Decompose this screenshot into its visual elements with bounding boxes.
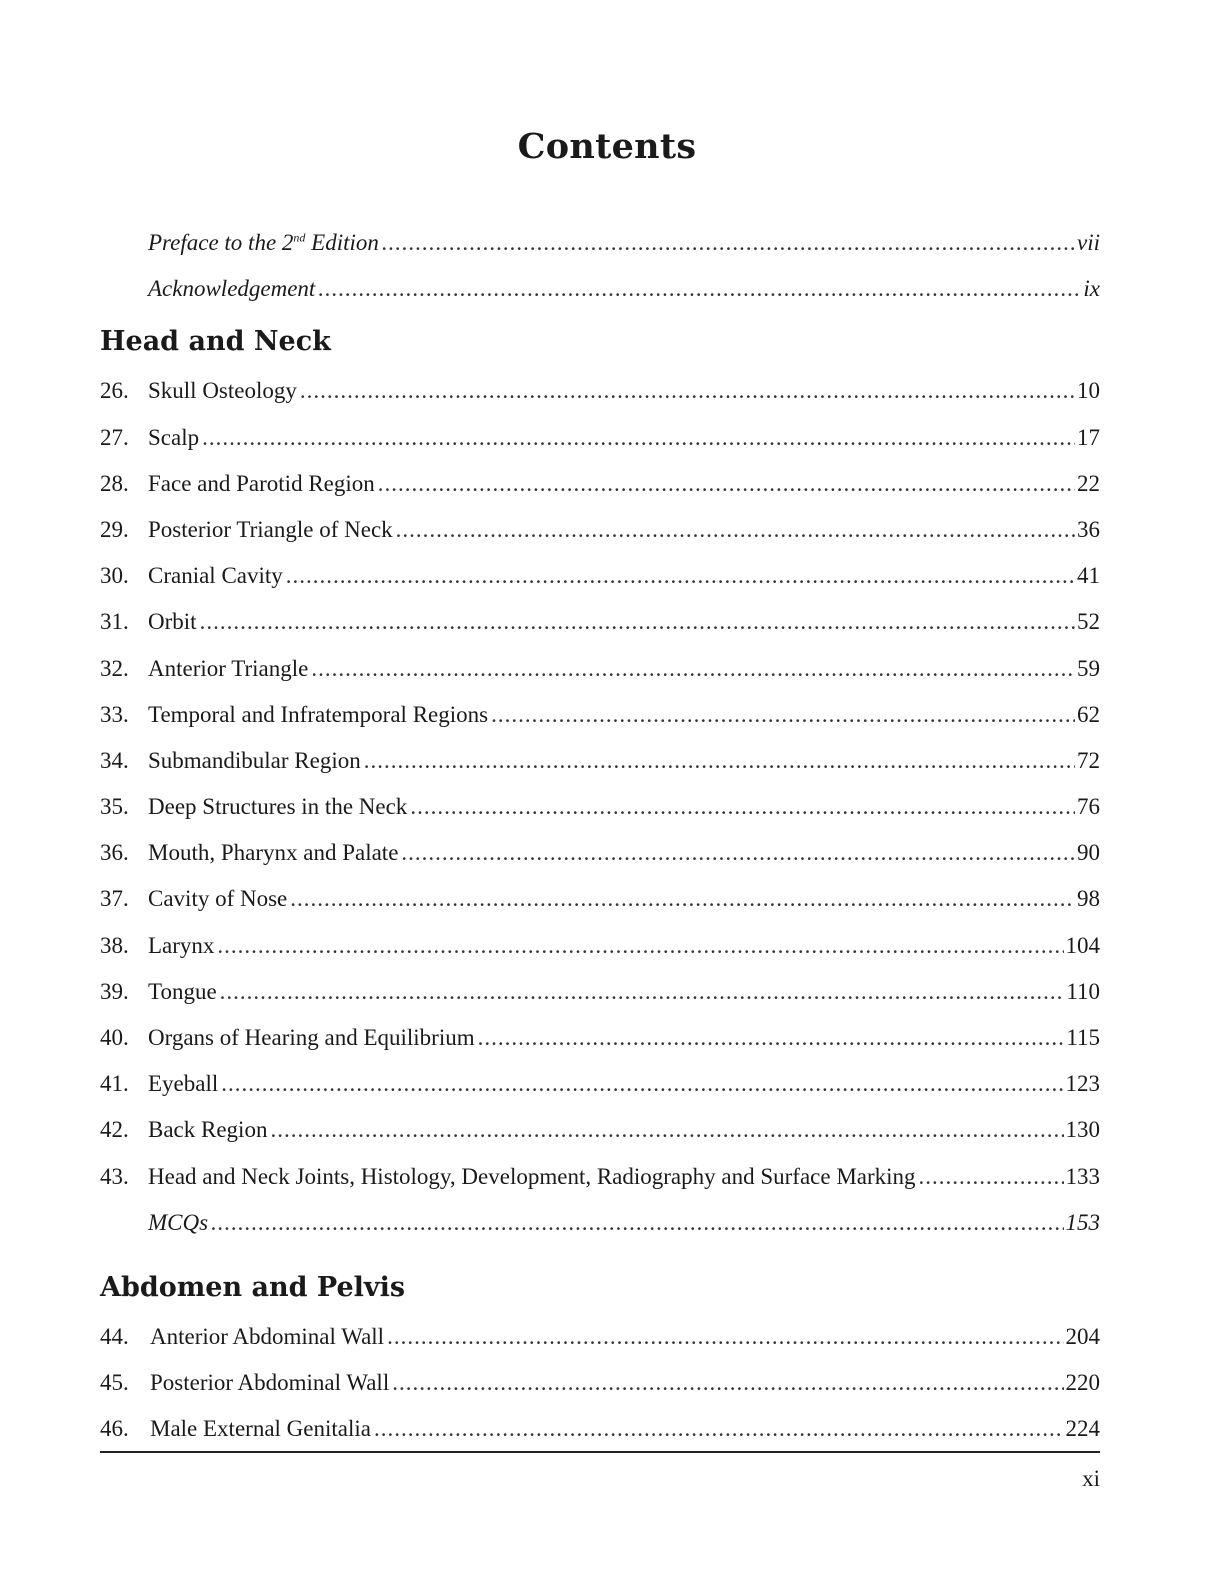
chapter-page: 224	[1065, 1416, 1100, 1442]
dot-leader	[200, 599, 1075, 645]
toc-entry[interactable]	[100, 646, 1100, 692]
toc-entry[interactable]	[100, 830, 1100, 876]
chapter-number: 40.	[100, 1025, 129, 1050]
chapter-number: 26.	[100, 378, 129, 404]
chapter-number: 45.	[100, 1370, 129, 1396]
chapter-title: Posterior Triangle of Neck	[148, 516, 393, 542]
chapter-page: 59	[1077, 655, 1100, 681]
dot-leader	[221, 1061, 1063, 1107]
chapter-number: 43.	[100, 1163, 129, 1189]
dot-leader	[318, 266, 1081, 312]
chapter-title: Cavity of Nose	[148, 886, 288, 912]
toc-entry[interactable]	[100, 923, 1100, 969]
chapter-title: Tongue	[148, 978, 217, 1004]
chapter-page: 36	[1077, 516, 1100, 542]
dot-leader	[374, 1406, 1064, 1452]
dot-leader	[290, 876, 1075, 922]
chapter-number: 29.	[100, 516, 129, 542]
chapter-number: 35.	[100, 794, 129, 820]
toc-entry[interactable]	[100, 1406, 1100, 1452]
chapter-page: 90	[1077, 840, 1100, 866]
chapter-page: 41	[1077, 563, 1100, 589]
chapter-page: 72	[1077, 747, 1100, 773]
toc-entry[interactable]	[100, 876, 1100, 922]
section-heading-head-and-neck: Head and Neck	[100, 326, 331, 358]
dot-leader	[919, 1154, 1064, 1200]
chapter-title: Temporal and Infratemporal Regions	[148, 701, 489, 727]
chapter-number: 36.	[100, 840, 129, 866]
chapter-title: Eyeball	[148, 1071, 219, 1097]
chapter-page: 10	[1077, 378, 1100, 404]
chapter-page: 133	[1065, 1163, 1100, 1189]
chapter-number: 31.	[100, 609, 129, 635]
chapter-number: 44.	[100, 1323, 129, 1349]
toc-entry[interactable]	[100, 415, 1100, 461]
chapter-number: 34.	[100, 747, 129, 773]
chapter-page: 76	[1077, 794, 1100, 820]
chapter-title: Head and Neck Joints, Histology, Development, Radiography and Surface Marking	[148, 1163, 916, 1189]
toc-entry[interactable]	[100, 1107, 1100, 1153]
toc-entry[interactable]	[100, 969, 1100, 1015]
dot-leader	[270, 1107, 1063, 1153]
chapter-number: 46.	[100, 1416, 129, 1442]
dot-leader	[286, 553, 1075, 599]
dot-leader	[396, 507, 1075, 553]
dot-leader	[401, 830, 1075, 876]
page-number: xi	[1082, 1466, 1100, 1491]
chapter-title: Face and Parotid Region	[148, 470, 375, 496]
chapter-number: 32.	[100, 655, 129, 681]
toc-entry[interactable]	[100, 599, 1100, 645]
chapter-page: 17	[1077, 424, 1100, 450]
page-title: Contents	[517, 126, 697, 167]
chapter-page: 98	[1077, 886, 1100, 912]
chapter-title: Submandibular Region	[148, 747, 361, 773]
footer-rule	[100, 1451, 1100, 1453]
toc-entry-mcqs[interactable]	[100, 1200, 1100, 1246]
toc-entry-page: vii	[1077, 230, 1100, 255]
dot-leader	[378, 461, 1075, 507]
dot-leader	[382, 220, 1075, 266]
chapter-number: 30.	[100, 563, 129, 589]
chapter-page: 52	[1077, 609, 1100, 635]
section-heading-abdomen-and-pelvis: Abdomen and Pelvis	[100, 1271, 406, 1303]
toc-entry-page: ix	[1083, 276, 1100, 302]
chapter-title: Skull Osteology	[148, 378, 297, 404]
chapter-number: 42.	[100, 1117, 129, 1143]
chapter-page: 115	[1066, 1025, 1100, 1050]
toc-entry[interactable]	[100, 507, 1100, 553]
dot-leader	[217, 923, 1063, 969]
toc-entry[interactable]	[100, 461, 1100, 507]
chapter-title: Back Region	[148, 1117, 268, 1143]
mcq-title: MCQs	[148, 1209, 209, 1235]
chapter-page: 204	[1065, 1323, 1100, 1349]
chapter-title: Mouth, Pharynx and Palate	[148, 840, 399, 866]
dot-leader	[211, 1200, 1063, 1246]
chapter-title: Posterior Abdominal Wall	[150, 1370, 390, 1396]
toc-entry[interactable]	[100, 692, 1100, 738]
chapter-number: 39.	[100, 978, 129, 1004]
chapter-page: 22	[1077, 470, 1100, 496]
chapter-number: 41.	[100, 1071, 129, 1097]
chapter-number: 28.	[100, 470, 129, 496]
chapter-title: Organs of Hearing and Equilibrium	[148, 1025, 475, 1050]
chapter-page: 104	[1065, 932, 1100, 958]
chapter-title: Deep Structures in the Neck	[148, 794, 408, 820]
dot-leader	[311, 646, 1075, 692]
chapter-page: 130	[1065, 1117, 1100, 1143]
dot-leader	[220, 969, 1065, 1015]
toc-entry[interactable]	[100, 553, 1100, 599]
dot-leader	[364, 738, 1075, 784]
toc-entry[interactable]	[100, 1154, 1100, 1200]
toc-entry-title: Preface to the 2nd Edition	[148, 230, 379, 255]
chapter-page: 62	[1077, 701, 1100, 727]
toc-entry-acknowledgement[interactable]	[100, 266, 1100, 312]
dot-leader	[387, 1314, 1063, 1360]
dot-leader	[491, 692, 1075, 738]
table-of-contents	[100, 220, 1100, 1453]
dot-leader	[410, 784, 1075, 830]
toc-entry[interactable]	[100, 368, 1100, 414]
chapter-number: 38.	[100, 932, 129, 958]
toc-entry[interactable]	[100, 1061, 1100, 1107]
chapter-page: 123	[1065, 1071, 1100, 1097]
chapter-title: Anterior Triangle	[148, 655, 309, 681]
chapter-title: Larynx	[148, 932, 215, 958]
toc-entry[interactable]	[100, 1015, 1100, 1061]
dot-leader	[202, 415, 1075, 461]
dot-leader	[392, 1360, 1063, 1406]
toc-entry-preface[interactable]	[100, 220, 1100, 266]
toc-entry[interactable]	[100, 784, 1100, 830]
mcq-page: 153	[1065, 1209, 1100, 1235]
chapter-number: 37.	[100, 886, 129, 912]
chapter-number: 27.	[100, 424, 129, 450]
chapter-title: Male External Genitalia	[150, 1416, 371, 1442]
chapter-number: 33.	[100, 701, 129, 727]
chapter-title: Cranial Cavity	[148, 563, 283, 589]
chapter-title: Orbit	[148, 609, 197, 635]
toc-entry[interactable]	[100, 1360, 1100, 1406]
toc-entry-title: Acknowledgement	[148, 276, 316, 302]
dot-leader	[478, 1015, 1065, 1061]
chapter-title: Scalp	[148, 424, 200, 450]
toc-entry[interactable]	[100, 738, 1100, 784]
chapter-page: 220	[1065, 1370, 1100, 1396]
toc-entry[interactable]	[100, 1314, 1100, 1360]
chapter-page: 110	[1066, 978, 1100, 1004]
dot-leader	[300, 368, 1075, 414]
chapter-title: Anterior Abdominal Wall	[150, 1323, 385, 1349]
